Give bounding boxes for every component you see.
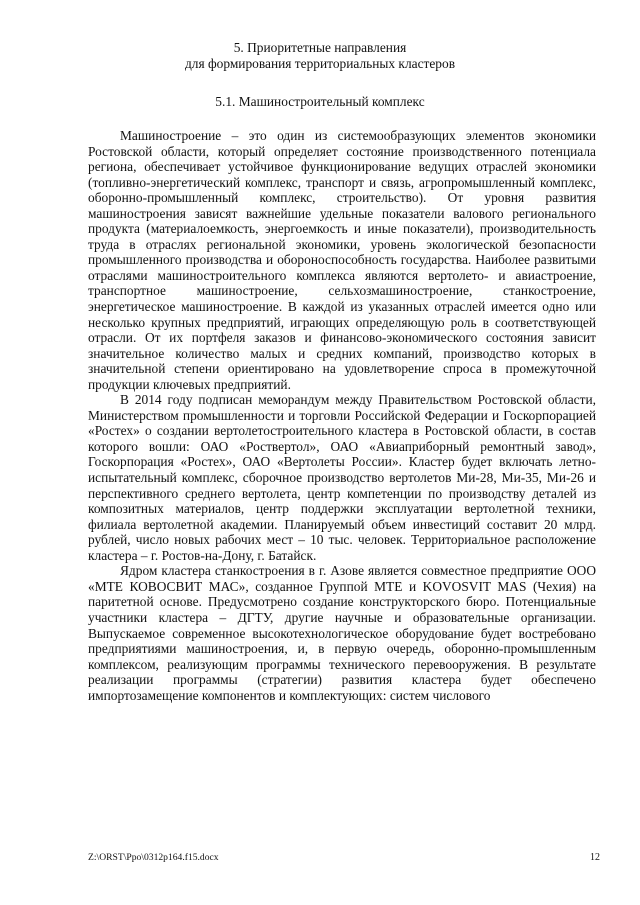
- subsection-title: 5.1. Машиностроительный комплекс: [215, 94, 425, 109]
- document-body: [88, 128, 596, 703]
- section-title: [0, 40, 640, 72]
- section-title-line-2: для формирования территориальных кластеров: [184, 56, 456, 71]
- paragraph-helicopter-cluster: В 2014 году подписан меморандум между Правительством Ростовской области, Министерством промышленности и торговли Российской Федерации и Госкорпорацией «Ростех» о создании вертолетостроительного кластера в Ростовской области, в состав которого вошли: ОАО «Роствертол», ОАО «Авиаприборный ремонтный завод», Госкорпорация «Ростех», ОАО «Вертолеты России». Кластер будет включать летно-испытательный комплекс, сборочное производство вертолетов Ми-28, Ми-35, Ми-26 и перспективного среднего вертолета, центр компетенции по производству деталей из композитных материалов, центр поддержки эксплуатации вертолетной техники, филиала вертолетной академии. Планируемый объем инвестиций составит 20 млрд. рублей, число новых рабочих мест – 10 тыс. человек. Территориальное расположение кластера – г. Ростов-на-Дону, г. Батайск.: [88, 392, 596, 563]
- paragraph-machine-tool-cluster: Ядром кластера станкостроения в г. Азове является совместное предприятие ООО «МТЕ КОВОСВИТ МАС», созданное Группой МТЕ и KOVOSVIT MAS (Чехия) на паритетной основе. Предусмотрено создание конструкторского бюро. Потенциальные участники кластера – ДГТУ, другие научные и образовательные организации. Выпускаемое современное высокотехнологическое оборудование будет востребовано предприятиями машиностроения, и, в первую очередь, оборонно-промышленным комплексом, реализующим программы технического перевооружения. В результате реализации программы (стратегии) развития кластера будет обеспечено импортозамещение компонентов и комплектующих: систем числового: [88, 563, 596, 703]
- footer-file-path: Z:\ORST\Ppo\0312p164.f15.docx: [88, 852, 219, 863]
- section-title-line-1: 5. Приоритетные направления: [233, 40, 407, 55]
- page-number: 12: [590, 852, 600, 863]
- paragraph-mechanical-engineering: Машиностроение – это один из системообразующих элементов экономики Ростовской области, который определяет состояние производственного потенциала региона, обеспечивает устойчивое функционирование ведущих отраслей экономики (топливно-энергетический комплекс, транспорт и связь, агропромышленный комплекс, оборонно-промышленный комплекс, строительство). От уровня развития машиностроения зависят важнейшие удельные показатели валового регионального продукта (материалоемкость, энергоемкость и иные показатели), производительность труда в отраслях региональной экономики, уровень экологической безопасности промышленного производства и обороноспособность государства. Наиболее развитыми отраслями машиностроительного комплекса являются вертолето- и авиастроение, транспортное машиностроение, сельхозмашиностроение, станкостроение, энергетическое машиностроение. В каждой из указанных отраслей имеется одно или несколько крупных предприятий, играющих определяющую роль в соответствующей отрасли. От их портфеля заказов и финансово-экономического состояния зависит значительное количество малых и средних компаний, производство которых в значительной степени ориентировано на удовлетворение спроса в промежуточной продукции ключевых предприятий.: [88, 128, 596, 392]
